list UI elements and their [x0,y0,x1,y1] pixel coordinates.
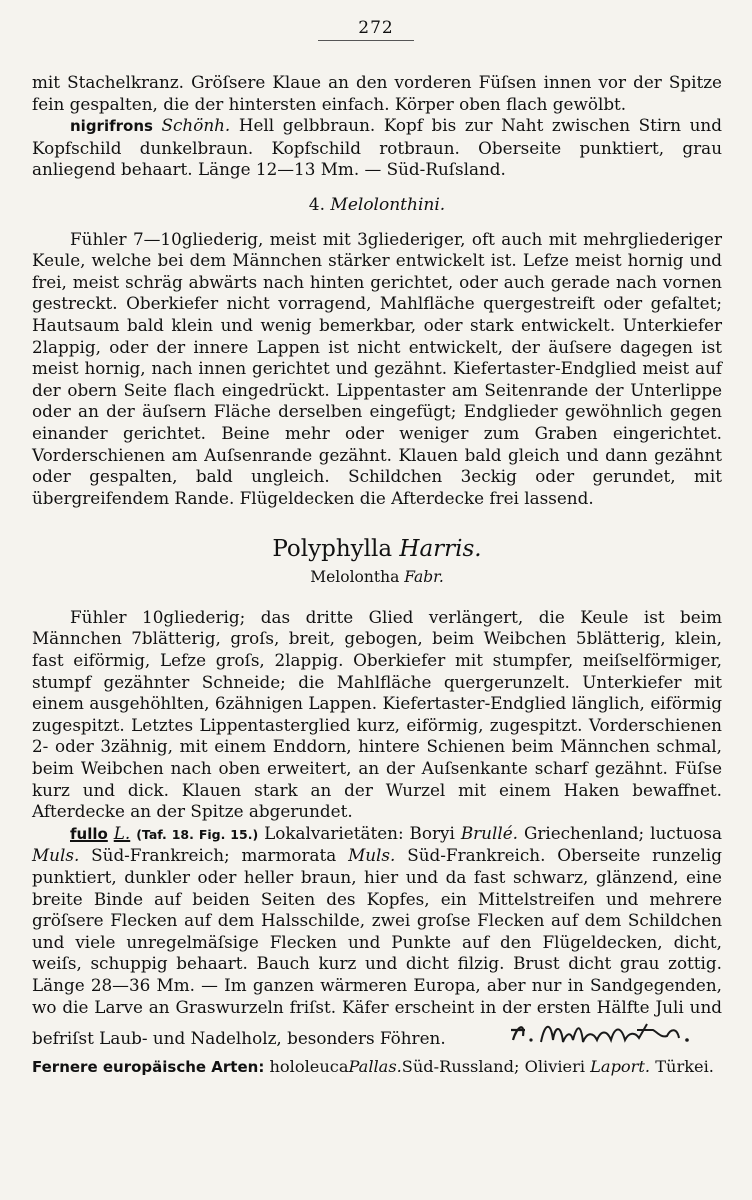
page-body [32,72,722,1078]
species-nigrifrons [32,115,722,181]
author-citation: Muls. [32,845,80,866]
further-species-label: Fernere europäische Arten: [32,1057,265,1076]
page-number: 272 [358,18,394,38]
species-name: hololeuca [269,1056,349,1076]
description-part: Süd-Russland; Olivieri [401,1056,586,1076]
description-part: Süd-Frankreich; marmorata [91,845,337,866]
author-citation: Muls. [348,845,396,866]
section-heading [32,195,722,217]
description-part: Türkei. [655,1056,714,1076]
synonym-name: Melolontha [310,568,400,587]
author-citation: Brullé. [460,822,518,843]
section-number: 4. [308,194,326,215]
species-name: nigrifrons [70,117,153,136]
genus-heading [32,535,722,563]
genus-author: Harris. [399,536,482,563]
synonym-author: Fabr. [404,568,444,587]
handwritten-annotation [469,1018,697,1054]
author-citation: Pallas. [348,1056,402,1076]
species-author: L. [113,822,131,843]
description-part: Süd-Frankreich. Oberseite runzelig punktiert, dunkler oder heller braun, hier und da fast schwarz, glänzend, eine breite Binde auf beiden Seiten des Kopfes, ein Mittelstreifen und mehrere gröſsere Flecken auf dem Halsschilde, zwei groſse Flecken auf dem Schildchen und viele unregelmäſsige Flecken und Punkte auf den Flügeldecken, dicht, weiſs, schuppig behaart. Bauch kurz und dicht filzig. Brust dicht grau zottig. Länge 28—36 Mm. — Im ganzen wärmeren Europa, aber nur in Sandgegenden, wo die Larve an Graswurzeln friſst. Käfer erscheint in der ersten Hälfte Juli und befriſst Laub- und Nadelholz, besonders Föhren. [32,845,722,1049]
genus-synonym [32,567,722,589]
paragraph-continuation: mit Stachelkranz. Gröſsere Klaue an den vorderen Füſsen innen vor der Spitze fein gespalten, die der hintersten einfach. Körper oben flach gewölbt. [32,72,722,114]
species-author: Schönh. [161,115,231,136]
description-part: Griechenland; luctuosa [523,822,722,843]
species-name: fullo [70,824,108,843]
tribe-description: Fühler 7—10gliederig, meist mit 3gliederiger, oft auch mit mehrgliederiger Keule, welche bei dem Männchen stärker entwickelt ist. Lefze meist hornig und frei, meist schräg abwärts nach hinten gerichtet, oder auch gerade nach vornen gestreckt. Oberkiefer nicht vorragend, Mahlfläche quergestreift oder gefaltet; Hautsaum bald klein und wenig bemerkbar, oder stark entwickelt. Unterkiefer 2lappig, oder der innere Lappen ist nicht entwickelt, der äuſsere dagegen ist meist hornig, nach innen gerichtet und gezähnt. Kiefertaster-Endglied meist auf der obern Seite flach eingedrückt. Lippentaster am Seitenrande der Unterlippe oder an der äuſsern Fläche derselben eingefügt; Endglieder gewöhnlich gegen einander gerichtet. Beine mehr oder weniger zum Graben eingerichtet. Vorderschienen am Auſsenrande gezähnt. Klauen bald gleich und dann gezähnt oder gespalten, bald ungleich. Schildchen 3eckig oder gerundet, mit übergreifendem Rande. Flügeldecken die Afterdecke frei lassend. [32,228,722,508]
genus-name: Polyphylla [272,536,393,563]
header-rule [318,40,414,41]
figure-reference: (Taf. 18. Fig. 15.) [136,826,259,842]
further-species [32,1056,722,1079]
description-part: Lokalvarietäten: Boryi [264,822,455,843]
author-citation: Laport. [590,1056,651,1076]
species-description: Hell gelbbraun. Kopf bis zur Naht zwischen Stirn und Kopfschild dunkelbraun. Kopfschild rotbraun. Oberseite punktiert, grau anliegend behaart. Länge 12—13 Mm. — Süd-Ruſsland. [32,115,722,180]
section-title: Melolonthini. [330,194,446,215]
genus-description: Fühler 10gliederig; das dritte Glied verlängert, die Keule ist beim Männchen 7blätterig, groſs, breit, gebogen, beim Weibchen 5blätterig, klein, fast eiförmig, Lefze groſs, 2lappig. Oberkiefer mit stumpfer, meiſselförmiger, stumpf gezähnter Schneide; die Mahlfläche quergerunzelt. Unterkiefer mit einem ausgehöhlten, 6zähnigen Lappen. Kiefertaster-Endglied länglich, eiförmig zugespitzt. Letztes Lippentasterglied kurz, eiförmig, zugespitzt. Vorderschienen 2- oder 3zähnig, mit einem Enddorn, hintere Schienen beim Männchen schmal, beim Weibchen nach oben erweitert, an der Auſsenkante scharf gezähnt. Füſse kurz und dick. Klauen stark an der Wurzel mit einem Haken bewaffnet. Afterdecke an der Spitze abgerundet. [32,606,722,822]
species-fullo [32,823,722,1054]
